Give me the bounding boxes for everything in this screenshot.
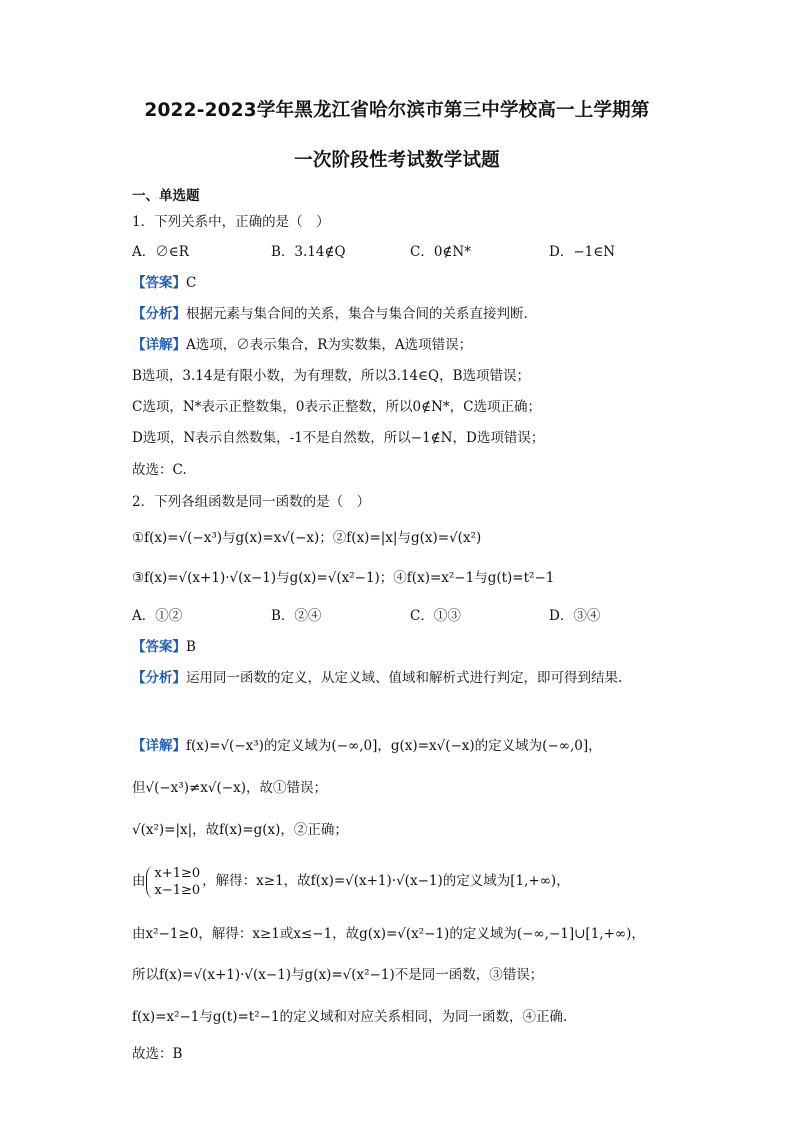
q1-detail-line: C选项，N*表示正整数集，0表示正整数，所以0∉N*，C选项正确；	[132, 399, 541, 415]
q2-detail-line: √(x²)=|x|，故f(x)=g(x)，②正确；	[132, 822, 348, 838]
q1-conclusion: 故选：C.	[132, 462, 187, 478]
q2-detail-first: f(x)=√(−x³)的定义域为(−∞,0]，g(x)=x√(−x)的定义域为(−∞,0]，	[186, 738, 602, 754]
q1-option-b: B．3.14∉Q	[271, 244, 346, 260]
q1-analysis: 根据元素与集合间的关系，集合与集合间的关系直接判断.	[186, 306, 528, 322]
q1-detail-row	[132, 335, 472, 355]
q1-option-c: C．0∉N*	[410, 244, 471, 260]
system-prefix: 由	[132, 873, 146, 889]
q2-answer-row	[132, 637, 196, 657]
q2-option-b: B．②④	[271, 608, 322, 624]
system-row-2: x−1≥0	[154, 882, 201, 898]
q2-answer: B	[186, 639, 196, 655]
q2-detail-row	[132, 736, 602, 756]
q1-option-a: A．∅∈R	[132, 244, 189, 260]
q1-detail-line: A选项，∅表示集合，R为实数集，A选项错误；	[186, 337, 473, 353]
q1-stem: 1．下列关系中，正确的是（ ）	[132, 214, 330, 230]
system-row-1: x+1≥0	[154, 865, 201, 881]
q1-answer: C	[186, 275, 197, 291]
q2-detail-line: 所以f(x)=√(x+1)·√(x−1)与g(x)=√(x²−1)不是同一函数，③错误；	[132, 967, 544, 983]
q2-analysis: 运用同一函数的定义，从定义域、值域和解析式进行判定，即可得到结果.	[186, 670, 623, 686]
q2-function-pairs-1: ①f(x)=√(−x³)与g(x)=x√(−x)；②f(x)=|x|与g(x)=√(x²)	[132, 530, 482, 546]
answer-label: 【答案】	[132, 275, 186, 291]
q2-analysis-row	[132, 668, 622, 688]
q1-analysis-row	[132, 304, 528, 324]
detail-label: 【详解】	[132, 337, 186, 353]
section-heading: 一、单选题	[132, 188, 200, 204]
q2-function-pairs-2: ③f(x)=√(x+1)·√(x−1)与g(x)=√(x²−1)；④f(x)=x²−1与g(t)=t²−1	[132, 570, 555, 586]
q2-system-row	[132, 862, 570, 900]
analysis-label: 【分析】	[132, 306, 186, 322]
q1-detail-line: D选项，N表示自然数集，-1不是自然数，所以−1∉N，D选项错误；	[132, 430, 545, 446]
analysis-label: 【分析】	[132, 670, 186, 686]
system-suffix: ，解得：x≥1，故f(x)=√(x+1)·√(x−1)的定义域为[1,+∞)，	[202, 873, 570, 889]
inequality-system	[146, 865, 201, 899]
q2-conclusion: 故选：B	[132, 1046, 183, 1062]
q2-detail-line: 由x²−1≥0，解得：x≥1或x≤−1，故g(x)=√(x²−1)的定义域为(−∞,−1]∪[1,+∞)，	[132, 926, 645, 942]
q1-detail-line: B选项，3.14是有限小数，为有理数，所以3.14∈Q，B选项错误；	[132, 368, 531, 384]
answer-label: 【答案】	[132, 639, 186, 655]
q1-option-d: D．−1∈N	[549, 244, 616, 260]
q2-detail-line: f(x)=x²−1与g(t)=t²−1的定义域和对应关系相同，为同一函数，④正确.	[132, 1009, 568, 1025]
detail-label: 【详解】	[132, 738, 186, 754]
q2-option-c: C．①③	[410, 608, 461, 624]
q1-answer-row	[132, 273, 196, 293]
q2-detail-line: 但√(−x³)≠x√(−x)，故①错误；	[132, 780, 327, 796]
q2-option-d: D．③④	[549, 608, 601, 624]
q2-option-a: A．①②	[132, 608, 183, 624]
document-title-line-2: 一次阶段性考试数学试题	[294, 150, 500, 171]
document-title-line-1: 2022-2023学年黑龙江省哈尔滨市第三中学校高一上学期第	[144, 100, 650, 121]
q2-stem: 2．下列各组函数是同一函数的是（ ）	[132, 494, 371, 510]
